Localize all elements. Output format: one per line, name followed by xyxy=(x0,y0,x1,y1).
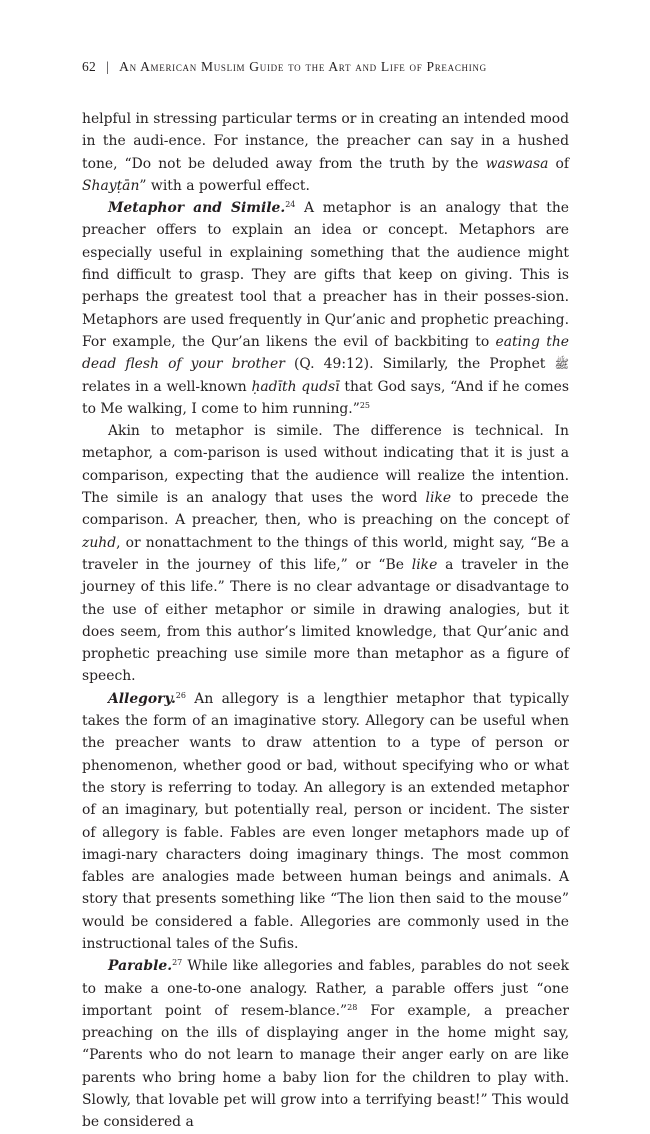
text-run: A metaphor is an analogy that the preacher offers to explain an idea or concept. Metaphors are especially useful in explaining something that the audience might find difficult to grasp. They are gifts that keep on giving. This is perhaps the greatest tool that a preacher has in their posses-sion. Metaphors are used frequently in Qur’anic and prophetic preaching. For example, the Qur’an likens the evil of backbiting to xyxy=(82,200,569,350)
paragraph xyxy=(82,108,569,197)
paragraph xyxy=(82,420,569,688)
footnote-ref: 28 xyxy=(347,1002,358,1012)
text-run: Akin to metaphor is simile. The difference is technical. In metaphor, a com-parison is used without indicating that it is just a comparison, expecting that the audience will realize the intention. The simile is an analogy that uses the word xyxy=(82,423,569,507)
italic-term: Shayṭān xyxy=(82,177,140,194)
page-number: 62 xyxy=(82,59,97,74)
header-separator: | xyxy=(106,59,110,74)
text-run: of xyxy=(548,155,569,172)
paragraph xyxy=(82,955,569,1133)
italic-term: like xyxy=(411,556,438,573)
running-title: An American Muslim Guide to the Art and Life of Preaching xyxy=(119,59,487,74)
text-run: An allegory is a lengthier metaphor that typically takes the form of an imaginative story. Allegory can be useful when the preacher wants to draw attention to a type of person or phenomenon, whether good or bad, without specifying who or what the story is referring to today. An allegory is an extended metaphor of an imaginary, but potentially real, person or incident. The sister of allegory is fable. Fables are even longer metaphors made up of imagi-nary characters doing imaginary things. The most common fables are analogies made between human beings and animals. A story that presents something like “The lion then said to the mouse” would be considered a fable. Allegories are commonly used in the instructional tales of the Sufis. xyxy=(82,690,569,952)
honorific-glyph: ﷺ xyxy=(554,357,569,372)
italic-term: zuhd xyxy=(82,534,117,551)
footnote-ref: 27 xyxy=(172,958,183,968)
text-run: For example, a preacher preaching on the ills of displaying anger in the home might say, “Parents who do not learn to manage their anger early on are like parents who bring home a baby lion for the children to play with. Slowly, that lovable pet will grow into a terrifying beast!” This would be considered a xyxy=(82,1002,569,1131)
text-run: (Q. 49:12). Similarly, the Prophet xyxy=(284,356,555,373)
text-run: ” with a powerful effect. xyxy=(139,177,310,194)
italic-term: waswasa xyxy=(485,155,549,172)
footnote-ref: 24 xyxy=(285,200,296,210)
italic-term: eating the dead flesh of your brother xyxy=(82,333,569,373)
italic-term: ḥadīth qudsī xyxy=(251,378,340,395)
text-run: helpful in stressing particular terms or in creating an intended mood in the audi-ence. For instance, the preacher can say in a hushed tone, “Do not be deluded away from the truth by the xyxy=(82,111,569,172)
running-head xyxy=(82,57,582,77)
footnote-ref: 25 xyxy=(359,400,371,410)
text-run: that God says, “And if he comes to Me walking, I come to him running.” xyxy=(82,378,570,417)
paragraph xyxy=(82,688,569,956)
text-run: a traveler in the journey of this life.” There is no clear advantage or disadvantage to the use of either metaphor or simile in drawing analogies, but it does seem, from this author’s limited knowledge, that Qur’anic and prophetic preaching use simile more than metaphor as a figure of speech. xyxy=(82,556,569,685)
footnote-ref: 26 xyxy=(175,690,186,700)
run-in-heading: Metaphor and Simile. xyxy=(108,200,286,217)
paragraph xyxy=(82,197,569,420)
italic-term: like xyxy=(425,490,452,507)
text-run: , or nonattachment to the things of this world, might say, “Be a traveler in the journey of this life,” or “Be xyxy=(82,534,569,573)
run-in-heading: Parable. xyxy=(108,958,173,975)
text-run: While like allegories and fables, parables do not seek to make a one-to-one analogy. Rather, a parable offers just “one important point of resem-blance.” xyxy=(82,958,569,1019)
run-in-heading: Allegory. xyxy=(108,690,176,707)
body-text xyxy=(82,108,569,1134)
text-run: relates in a well-known xyxy=(82,378,252,395)
text-run: to precede the comparison. A preacher, then, who is preaching on the concept of xyxy=(82,490,569,529)
